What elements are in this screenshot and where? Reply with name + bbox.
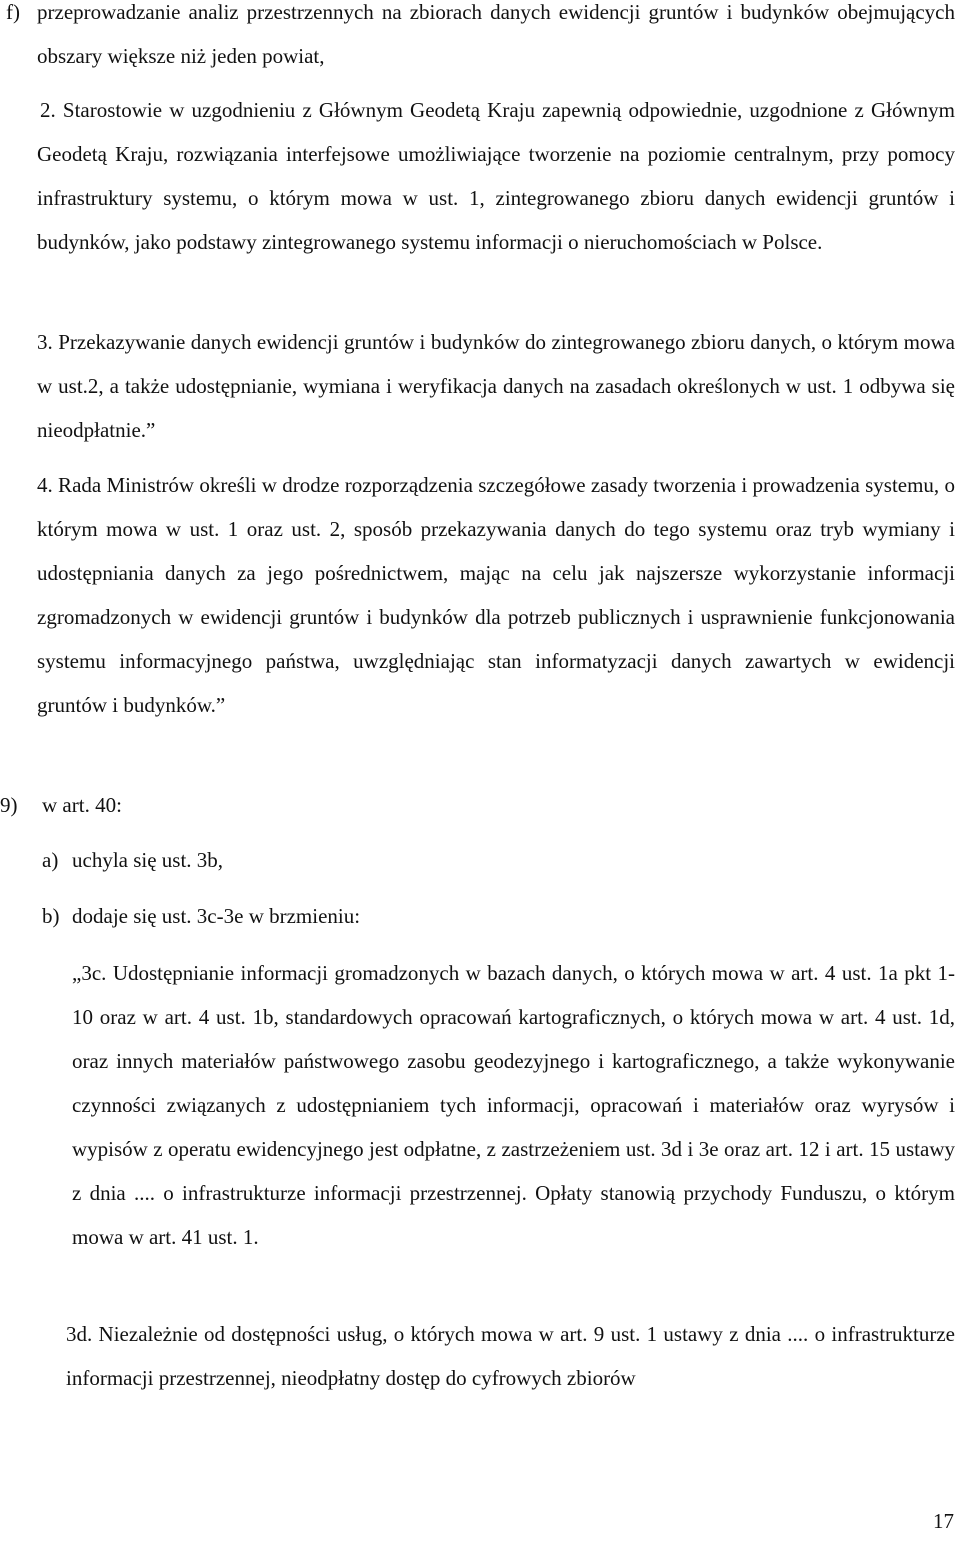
item-a-label: a) [42, 848, 59, 872]
item-a-text: uchyla się ust. 3b, [72, 848, 224, 872]
item-f-label: f) [6, 0, 20, 24]
item-b-label: b) [42, 904, 60, 928]
paragraph-3: 3. Przekazywanie danych ewidencji gruntów i budynków do zintegrowanego zbioru danych, o którym mowa w ust.2, a także udostępnianie, wymiana i weryfikacja danych na zasadach określonych w ust. 1 odbywa się nieodpłatnie.” [37, 330, 955, 442]
item-b-text: dodaje się ust. 3c-3e w brzmieniu: [72, 904, 361, 928]
paragraph-2: 2. Starostowie w uzgodnieniu z Głównym Geodetą Kraju zapewnią odpowiednie, uzgodnione z Głównym Geodetą Kraju, rozwiązania interfejsowe umożliwiające tworzenie na poziomie centralnym, przy pomocy infrastruktury systemu, o którym mowa w ust. 1, zintegrowanego zbioru danych ewidencji gruntów i budynków, jako podstawy zintegrowanego systemu informacji o nieruchomościach w Polsce. [37, 98, 955, 254]
item-f-text: przeprowadzanie analiz przestrzennych na zbiorach danych ewidencji gruntów i budynków obejmujących obszary większe niż jeden powiat, [37, 0, 955, 68]
page-number: 17 [933, 1509, 954, 1533]
item-9-text: w art. 40: [42, 793, 122, 817]
paragraph-4: 4. Rada Ministrów określi w drodze rozporządzenia szczegółowe zasady tworzenia i prowadzenia systemu, o którym mowa w ust. 1 oraz ust. 2, sposób przekazywania danych do tego systemu oraz tryb wymiany i udostępniania danych za jego pośrednictwem, mając na celu jak najszersze wykorzystanie informacji zgromadzonych w ewidencji gruntów i budynków dla potrzeb publicznych i usprawnienie funkcjonowania systemu informacyjnego państwa, uwzględniając stan informatyzacji danych zawartych w ewidencji gruntów i budynków.” [37, 473, 955, 717]
paragraph-3d: 3d. Niezależnie od dostępności usług, o których mowa w art. 9 ust. 1 ustawy z dnia .... o infrastrukturze informacji przestrzennej, nieodpłatny dostęp do cyfrowych zbiorów [66, 1322, 955, 1390]
item-9-label: 9) [0, 793, 18, 817]
paragraph-3c: „3c. Udostępnianie informacji gromadzonych w bazach danych, o których mowa w art. 4 ust. 1a pkt 1-10 oraz w art. 4 ust. 1b, standardowych opracowań kartograficznych, o których mowa w art. 4 ust. 1d, oraz innych materiałów państwowego zasobu geodezyjnego i kartograficznego, a także wykonywanie czynności związanych z udostępnianiem tych informacji, opracowań i materiałów oraz wyrysów i wypisów z operatu ewidencyjnego jest odpłatne, z zastrzeżeniem ust. 3d i 3e oraz art. 12 i art. 15 ustawy z dnia .... o infrastrukturze informacji przestrzennej. Opłaty stanowią przychody Funduszu, o którym mowa w art. 41 ust. 1. [72, 961, 955, 1249]
